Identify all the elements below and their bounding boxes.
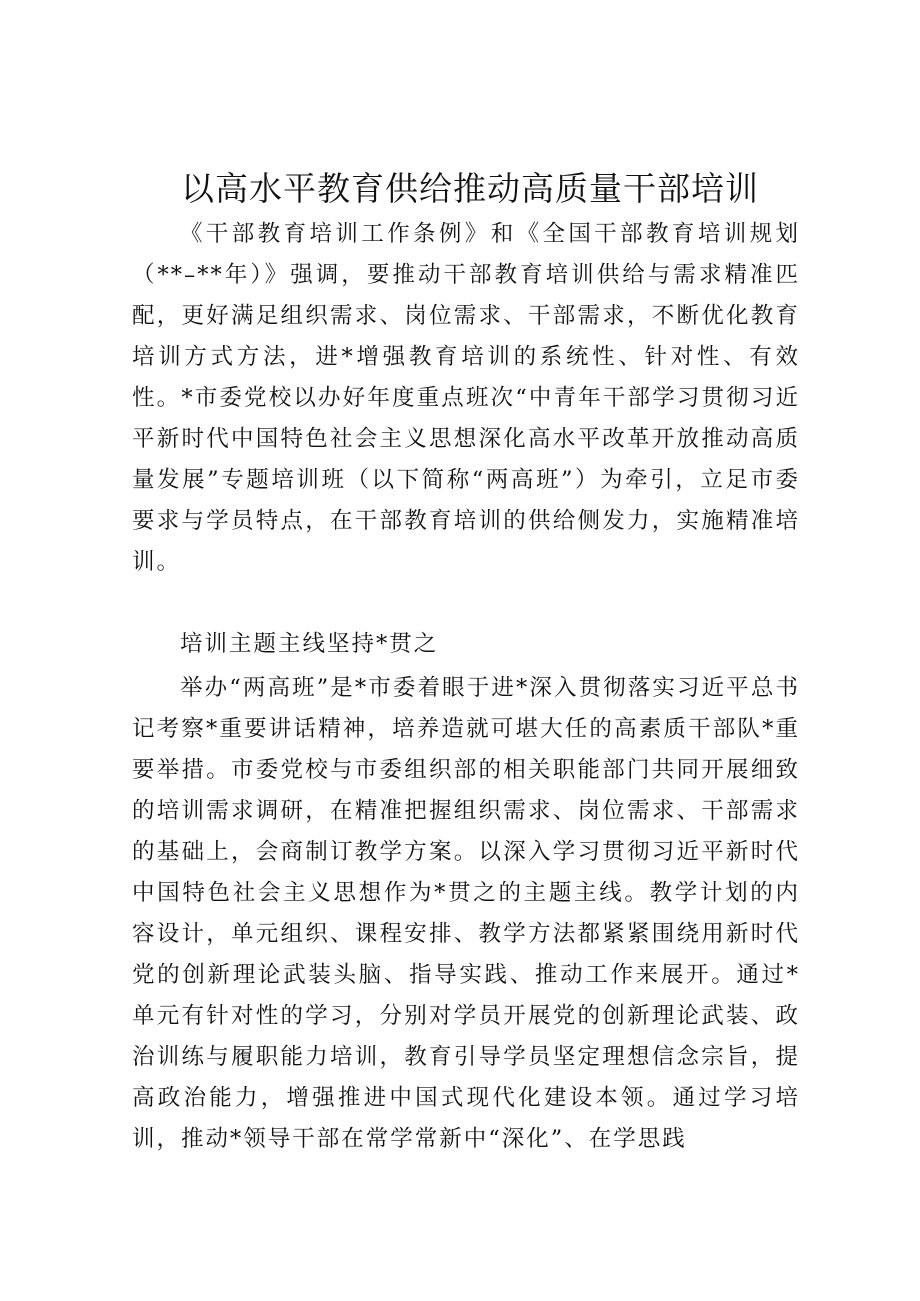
section-paragraph: 举办“两高班”是*市委着眼于进*深入贯彻落实习近平总书记考察*重要讲话精神，培养造就可堪大任的高素质干部队*重要举措。市委党校与市委组织部的相关职能部门共同开展细致的培训需求调研，在精准把握组织需求、岗位需求、干部需求的基础上，会商制订教学方案。以深入学习贯彻习近平新时代中国特色社会主义思想作为*贯之的主题主线。教学计划的内容设计，单元组织、课程安排、教学方法都紧紧围绕用新时代党的创新理论武装头脑、指导实践、推动工作来展开。通过*单元有针对性的学习，分别对学员开展党的创新理论武装、政治训练与履职能力培训，教育引导学员坚定理想信念宗旨，提高政治能力，增强推进中国式现代化建设本领。通过学习培训，推动*领导干部在常学常新中“深化”、在学思践 [132, 675, 800, 1152]
section-heading: 培训主题主线坚持*贯之 [180, 631, 439, 657]
document-title: 以高水平教育供给推动高质量干部培训 [181, 169, 759, 208]
intro-paragraph: 《干部教育培训工作条例》和《全国干部教育培训规划（**–**年）》强调，要推动干部教育培训供给与需求精准匹配，更好满足组织需求、岗位需求、干部需求，不断优化教育培训方式方法，进*增强教育培训的系统性、针对性、有效性。*市委党校以办好年度重点班次“中青年干部学习贯彻习近平新时代中国特色社会主义思想深化高水平改革开放推动高质量发展”专题培训班（以下简称“两高班”）为牵引，立足市委要求与学员特点，在干部教育培训的供给侧发力，实施精准培训。 [132, 221, 800, 575]
